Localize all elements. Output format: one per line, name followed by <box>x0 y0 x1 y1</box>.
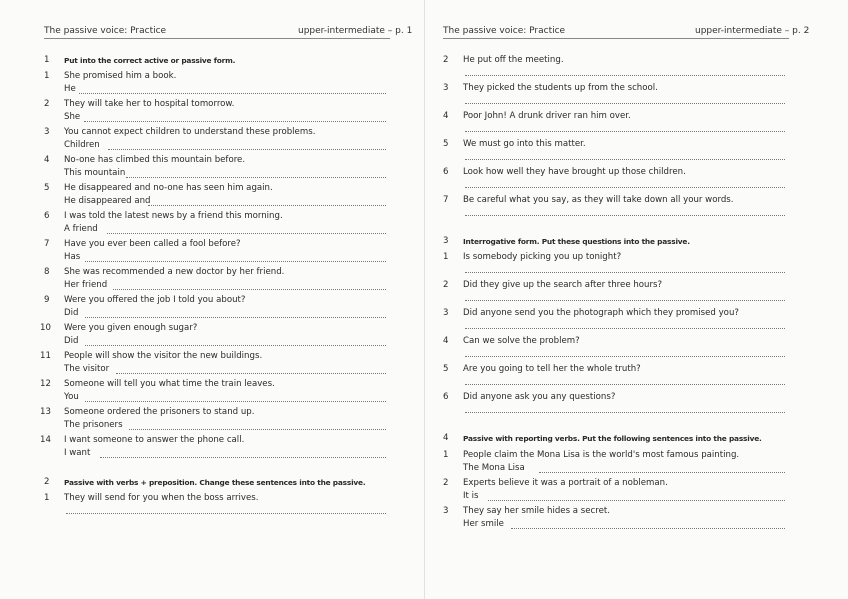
answer-prompt: The visitor <box>64 364 110 374</box>
answer-prompt: You <box>64 392 79 402</box>
exercise-sentence: Be careful what you say, as they will take down all your words. <box>463 195 734 205</box>
page-1-header-title: The passive voice: Practice <box>44 26 167 36</box>
answer-line[interactable] <box>66 513 386 514</box>
answer-line[interactable] <box>465 103 785 104</box>
answer-line[interactable] <box>465 384 785 385</box>
answer-line[interactable] <box>113 289 386 290</box>
exercise-number: 11 <box>40 351 51 361</box>
answer-line[interactable] <box>108 149 386 150</box>
exercise-sentence: Poor John! A drunk driver ran him over. <box>463 111 631 121</box>
answer-line[interactable] <box>465 215 785 216</box>
answer-line[interactable] <box>85 401 386 402</box>
answer-line[interactable] <box>465 272 785 273</box>
exercise-number: 7 <box>443 195 449 205</box>
exercise-number: 3 <box>443 506 449 516</box>
exercise-number: 8 <box>44 267 50 277</box>
exercise-number: 4 <box>44 155 50 165</box>
page-1-header-rule <box>44 38 390 39</box>
section-3-title: Interrogative form. Put these questions into the passive. <box>463 237 690 246</box>
exercise-number: 4 <box>443 111 449 121</box>
answer-line[interactable] <box>465 131 785 132</box>
section-3-number: 3 <box>443 236 449 246</box>
page-1-header-level: upper-intermediate – p. 1 <box>298 26 413 36</box>
exercise-sentence: She promised him a book. <box>64 71 177 81</box>
section-4-number: 4 <box>443 433 449 443</box>
answer-line[interactable] <box>539 472 785 473</box>
exercise-sentence: Did anyone send you the photograph which they promised you? <box>463 308 739 318</box>
answer-line[interactable] <box>465 75 785 76</box>
exercise-number: 7 <box>44 239 50 249</box>
exercise-number: 1 <box>443 252 449 262</box>
answer-prompt: Did <box>64 336 79 346</box>
answer-prompt: This mountain <box>64 168 126 178</box>
answer-line[interactable] <box>465 300 785 301</box>
exercise-sentence: We must go into this matter. <box>463 139 586 149</box>
exercise-sentence: Were you given enough sugar? <box>64 323 198 333</box>
page-2-header-level: upper-intermediate – p. 2 <box>695 26 810 36</box>
exercise-sentence: Is somebody picking you up tonight? <box>463 252 622 262</box>
answer-prompt: A friend <box>64 224 98 234</box>
answer-prompt: Did <box>64 308 79 318</box>
answer-prompt: He disappeared and <box>64 196 151 206</box>
exercise-number: 1 <box>443 450 449 460</box>
answer-prompt: He <box>64 84 76 94</box>
exercise-sentence: They picked the students up from the school. <box>463 83 658 93</box>
section-2-item-sentence: They will send for you when the boss arrives. <box>64 493 259 503</box>
exercise-sentence: People claim the Mona Lisa is the world's most famous painting. <box>463 450 740 460</box>
answer-prompt: Her smile <box>463 519 504 529</box>
section-2-item-number: 1 <box>44 493 50 503</box>
answer-line[interactable] <box>129 429 386 430</box>
answer-prompt: The prisoners <box>64 420 123 430</box>
exercise-sentence: Look how well they have brought up those children. <box>463 167 686 177</box>
answer-line[interactable] <box>85 345 386 346</box>
exercise-number: 9 <box>44 295 50 305</box>
answer-prompt: Children <box>64 140 100 150</box>
exercise-sentence: I want someone to answer the phone call. <box>64 435 245 445</box>
exercise-sentence: Can we solve the problem? <box>463 336 580 346</box>
exercise-number: 12 <box>40 379 51 389</box>
section-1-title: Put into the correct active or passive form. <box>64 56 236 65</box>
exercise-sentence: Were you offered the job I told you about? <box>64 295 246 305</box>
exercise-number: 5 <box>44 183 50 193</box>
page-2-header-rule <box>443 38 789 39</box>
answer-prompt: It is <box>463 491 479 501</box>
exercise-number: 2 <box>44 99 50 109</box>
answer-line[interactable] <box>511 528 785 529</box>
exercise-number: 4 <box>443 336 449 346</box>
exercise-sentence: You cannot expect children to understand these problems. <box>64 127 316 137</box>
answer-line[interactable] <box>465 187 785 188</box>
answer-prompt: She <box>64 112 81 122</box>
section-2-number: 2 <box>44 477 50 487</box>
exercise-number: 3 <box>443 308 449 318</box>
exercise-number: 2 <box>443 478 449 488</box>
exercise-sentence: I was told the latest news by a friend this morning. <box>64 211 283 221</box>
answer-line[interactable] <box>116 373 386 374</box>
exercise-number: 1 <box>44 71 50 81</box>
exercise-sentence: Did they give up the search after three hours? <box>463 280 663 290</box>
exercise-sentence: People will show the visitor the new buildings. <box>64 351 263 361</box>
exercise-sentence: They say her smile hides a secret. <box>463 506 611 516</box>
answer-line[interactable] <box>100 457 386 458</box>
exercise-number: 2 <box>443 280 449 290</box>
exercise-sentence: He disappeared and no-one has seen him again. <box>64 183 273 193</box>
answer-line[interactable] <box>79 93 386 94</box>
exercise-number: 2 <box>443 55 449 65</box>
exercise-number: 3 <box>443 83 449 93</box>
exercise-number: 3 <box>44 127 50 137</box>
exercise-sentence: She was recommended a new doctor by her friend. <box>64 267 285 277</box>
answer-line[interactable] <box>465 328 785 329</box>
worksheet-page-2 <box>424 0 848 599</box>
exercise-sentence: They will take her to hospital tomorrow. <box>64 99 235 109</box>
answer-line[interactable] <box>488 500 785 501</box>
answer-line[interactable] <box>85 317 386 318</box>
exercise-sentence: Someone will tell you what time the train leaves. <box>64 379 275 389</box>
exercise-number: 6 <box>44 211 50 221</box>
answer-line[interactable] <box>148 205 386 206</box>
section-4-title: Passive with reporting verbs. Put the following sentences into the passive. <box>463 434 762 443</box>
answer-line[interactable] <box>126 177 386 178</box>
answer-line[interactable] <box>85 261 386 262</box>
answer-prompt: The Mona Lisa <box>463 463 525 473</box>
answer-line[interactable] <box>107 233 386 234</box>
exercise-sentence: No-one has climbed this mountain before. <box>64 155 246 165</box>
exercise-number: 5 <box>443 364 449 374</box>
exercise-sentence: Did anyone ask you any questions? <box>463 392 616 402</box>
answer-line[interactable] <box>465 412 785 413</box>
answer-line[interactable] <box>465 159 785 160</box>
answer-prompt: I want <box>64 448 91 458</box>
exercise-number: 6 <box>443 167 449 177</box>
exercise-number: 13 <box>40 407 51 417</box>
exercise-number: 14 <box>40 435 51 445</box>
page-2-header-title: The passive voice: Practice <box>443 26 566 36</box>
exercise-sentence: Someone ordered the prisoners to stand up. <box>64 407 255 417</box>
section-2-title: Passive with verbs + preposition. Change these sentences into the passive. <box>64 478 366 487</box>
answer-line[interactable] <box>84 121 386 122</box>
exercise-number: 6 <box>443 392 449 402</box>
exercise-sentence: Experts believe it was a portrait of a nobleman. <box>463 478 668 488</box>
section-1-number: 1 <box>44 55 50 65</box>
answer-line[interactable] <box>465 356 785 357</box>
answer-prompt: Has <box>64 252 81 262</box>
answer-prompt: Her friend <box>64 280 108 290</box>
exercise-sentence: Are you going to tell her the whole truth? <box>463 364 641 374</box>
exercise-number: 5 <box>443 139 449 149</box>
exercise-sentence: Have you ever been called a fool before? <box>64 239 241 249</box>
exercise-sentence: He put off the meeting. <box>463 55 564 65</box>
exercise-number: 10 <box>40 323 51 333</box>
